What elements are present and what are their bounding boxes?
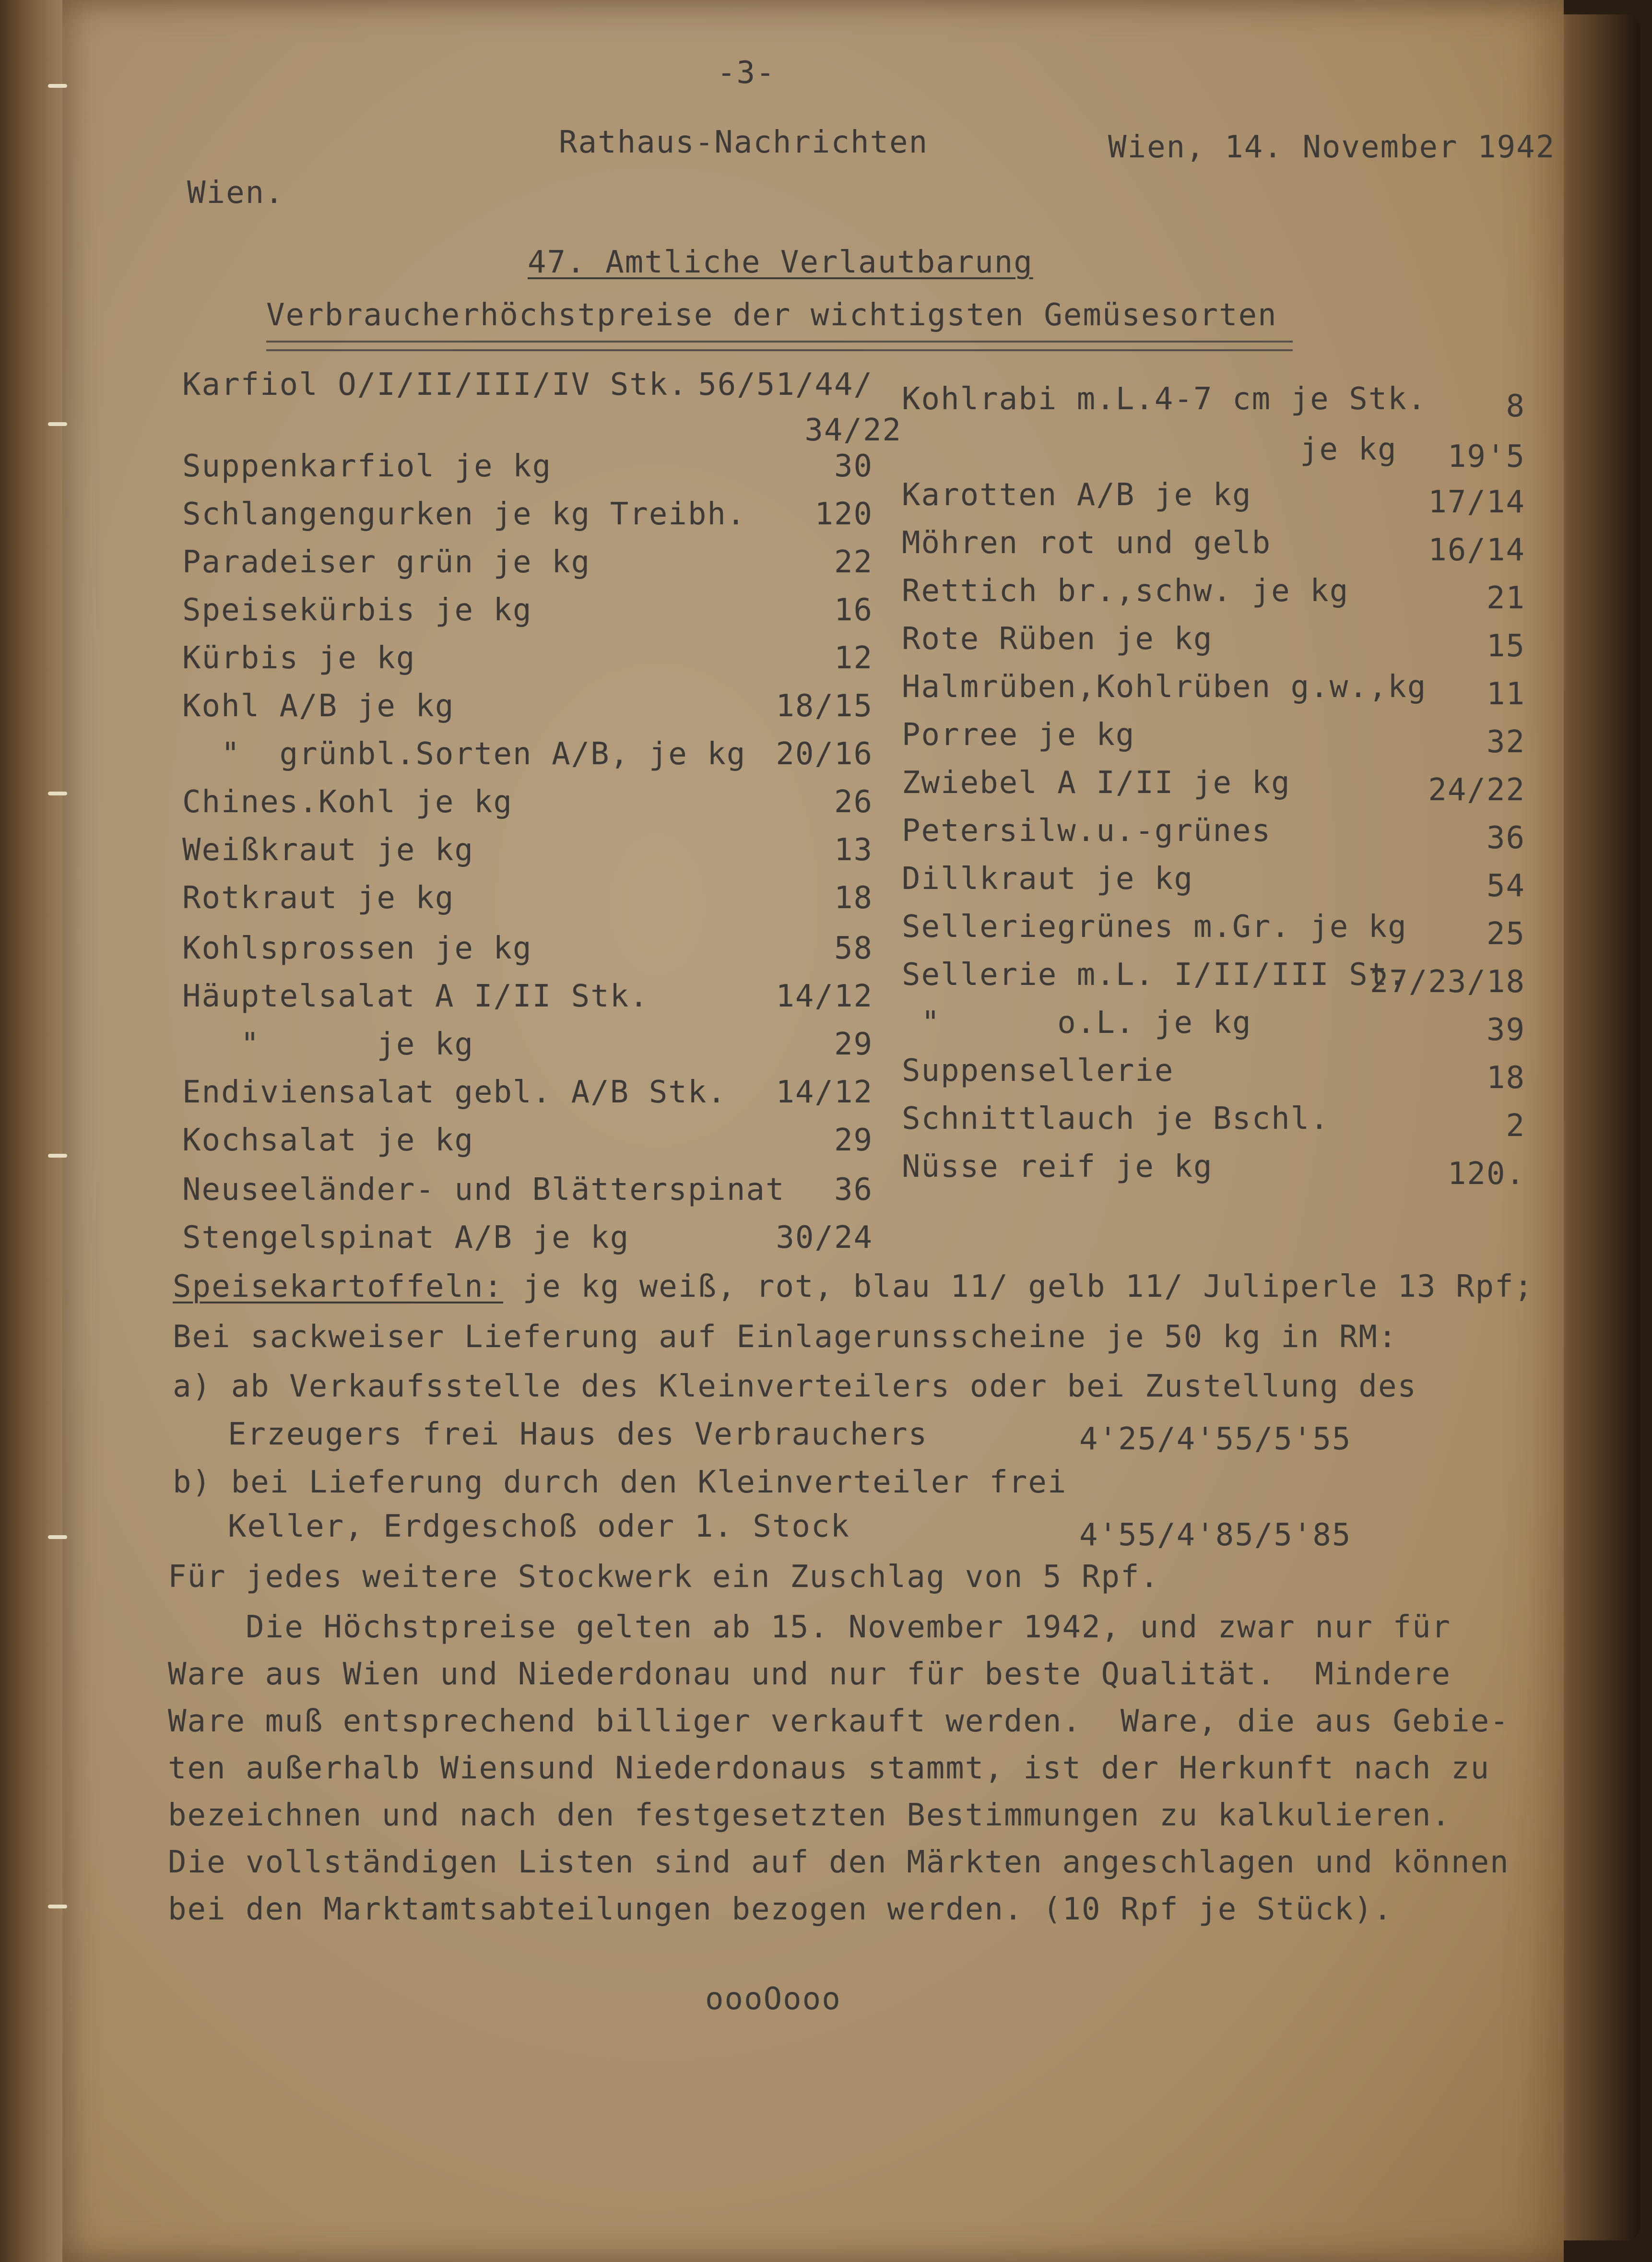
right-item-price: 16/14 [1428,533,1525,568]
left-item-price: 20/16 [776,736,873,772]
potato-option-a-price: 4'25/4'55/5'55 [1079,1421,1352,1457]
left-item-price: 29 [834,1123,873,1158]
right-item-price: 2 [1506,1108,1525,1144]
left-item-price: 12 [834,640,873,676]
left-item-label: Karfiol O/I/II/III/IV Stk. [182,367,688,403]
right-item-label: Porree je kg [902,717,1135,753]
binding-stitch [48,84,67,88]
end-mark: oooOooo [705,1981,841,2017]
city: Wien. [187,175,284,211]
potato-option-a-cont: Erzeugers frei Haus des Verbrauchers [228,1417,928,1452]
page-number: -3- [717,55,776,91]
binding-stitch [48,422,67,426]
right-item-label: Rote Rüben je kg [902,621,1213,657]
left-item-label: Häuptelsalat A I/II Stk. [182,979,649,1014]
right-item-label: Zwiebel A I/II je kg [902,765,1291,801]
left-item-price: 56/51/44/ [698,367,873,403]
right-item-price: 11 [1486,676,1525,712]
right-item-label: Rettich br.,schw. je kg [902,573,1349,609]
binding-stitch [48,792,67,795]
surcharge-line: Für jedes weitere Stockwerk ein Zuschlag von 5 Rpf. [168,1559,1160,1595]
left-item-label: Rotkraut je kg [182,880,455,916]
left-item-label: Speisekürbis je kg [182,592,532,628]
left-item-price: 14/12 [776,1075,873,1110]
paragraph-line: bei den Marktamtsabteilungen bezogen werden. (10 Rpf je Stück). [168,1892,1393,1927]
right-item-label: Kohlrabi m.L.4-7 cm je Stk. [902,381,1427,417]
left-item-price: 29 [834,1027,873,1062]
left-item-price: 22 [834,545,873,580]
right-item-price: 17/14 [1428,485,1525,520]
right-item-price: 36 [1486,820,1525,856]
right-item-label: Halmrüben,Kohlrüben g.w.,kg [902,669,1427,705]
potato-bulk-line: Bei sackweiser Lieferung auf Einlagerunsscheine je 50 kg in RM: [173,1319,1398,1355]
right-item-price: 18 [1486,1060,1525,1096]
left-item-price: 30/24 [776,1220,873,1255]
binding-stitch [48,1154,67,1158]
left-item-price: 26 [834,784,873,820]
right-item-price: 32 [1486,724,1525,760]
paragraph-line: Die Höchstpreise gelten ab 15. November 1942, und zwar nur für [168,1610,1451,1645]
right-item-label: Dillkraut je kg [902,861,1193,897]
left-item-price: 13 [834,832,873,868]
announcement-subtitle: Verbraucherhöchstpreise der wichtigsten Gemüsesorten [266,297,1277,333]
right-item-label: Karotten A/B je kg [902,477,1252,513]
right-item-price: 54 [1486,868,1525,904]
potato-option-b-price: 4'55/4'85/5'85 [1079,1517,1352,1553]
left-item-label: " grünbl.Sorten A/B, je kg [182,736,746,772]
potato-option-b-cont: Keller, Erdgeschoß oder 1. Stock [228,1509,850,1544]
paragraph-line: Die vollständigen Listen sind auf den Märkten angeschlagen und können [168,1845,1510,1880]
potato-line [173,1271,1534,1302]
right-item-label: Suppensellerie [902,1053,1174,1089]
double-rule [266,341,1293,351]
paragraph-line: ten außerhalb Wiensund Niederdonaus stammt, ist der Herkunft nach zu [168,1751,1490,1786]
right-item-price: 39 [1486,1012,1525,1048]
right-item-label: Möhren rot und gelb [902,525,1272,561]
left-item-price-cont: 34/22 [804,413,902,448]
binding-edge [0,0,62,2262]
potato-option-b: b) bei Lieferung durch den Kleinverteiler frei [173,1465,1067,1500]
paragraph-line: Ware muß entsprechend billiger verkauft werden. Ware, die aus Gebie- [168,1704,1510,1739]
right-item-label: Nüsse reif je kg [902,1149,1213,1184]
right-item-price: 15 [1486,628,1525,664]
right-item-label: je kg [1300,432,1397,467]
potato-option-a: a) ab Verkaufsstelle des Kleinverteilers oder bei Zustellung des [173,1369,1417,1404]
announcement-title: 47. Amtliche Verlautbarung [528,245,1033,280]
right-item-label: Sellerie m.L. I/II/III St. [902,957,1407,993]
right-item-price: 24/22 [1428,772,1525,808]
left-item-label: Kochsalat je kg [182,1123,474,1158]
right-item-price: 27/23/18 [1369,964,1525,1000]
left-item-label: Stengelspinat A/B je kg [182,1220,630,1255]
left-item-label: Kohlsprossen je kg [182,931,532,966]
left-item-price: 30 [834,449,873,484]
right-item-label: Selleriegrünes m.Gr. je kg [902,909,1407,945]
left-item-price: 16 [834,592,873,628]
right-item-price: 21 [1486,580,1525,616]
right-item-price: 8 [1506,389,1525,424]
paragraph-line: Ware aus Wien und Niederdonau und nur für beste Qualität. Mindere [168,1657,1451,1692]
left-item-label: Kürbis je kg [182,640,416,676]
left-item-label: Schlangengurken je kg Treibh. [182,497,746,532]
potato-prices: je kg weiß, rot, blau 11/ gelb 11/ Juliperle 13 Rpf; [503,1269,1534,1304]
left-item-price: 58 [834,931,873,966]
left-item-label: Suppenkarfiol je kg [182,449,552,484]
left-item-label: " je kg [182,1027,474,1062]
left-item-label: Endiviensalat gebl. A/B Stk. [182,1075,727,1110]
left-item-price: 14/12 [776,979,873,1014]
right-item-price: 120. [1447,1156,1525,1192]
right-item-price: 25 [1486,916,1525,952]
left-item-price: 18 [834,880,873,916]
potato-label: Speisekartoffeln: [173,1269,504,1304]
right-item-label: " o.L. je kg [902,1005,1252,1041]
right-item-label: Petersilw.u.-grünes [902,813,1272,849]
left-item-label: Kohl A/B je kg [182,688,455,724]
right-item-label: Schnittlauch je Bschl. [902,1101,1330,1137]
paragraph-line: bezeichnen und nach den festgesetzten Bestimmungen zu kalkulieren. [168,1798,1451,1833]
left-item-price: 36 [834,1172,873,1208]
publication-title: Rathaus-Nachrichten [559,125,929,160]
left-item-price: 18/15 [776,688,873,724]
left-item-price: 120 [814,497,873,532]
right-item-price: 19'5 [1447,439,1525,474]
left-item-label: Chines.Kohl je kg [182,784,513,820]
left-item-label: Weißkraut je kg [182,832,474,868]
left-item-label: Paradeiser grün je kg [182,545,591,580]
dateline: Wien, 14. November 1942 [1108,130,1556,165]
left-item-label: Neuseeländer- und Blätterspinat [182,1172,785,1208]
binding-stitch [48,1535,67,1539]
binding-stitch [48,1905,67,1908]
